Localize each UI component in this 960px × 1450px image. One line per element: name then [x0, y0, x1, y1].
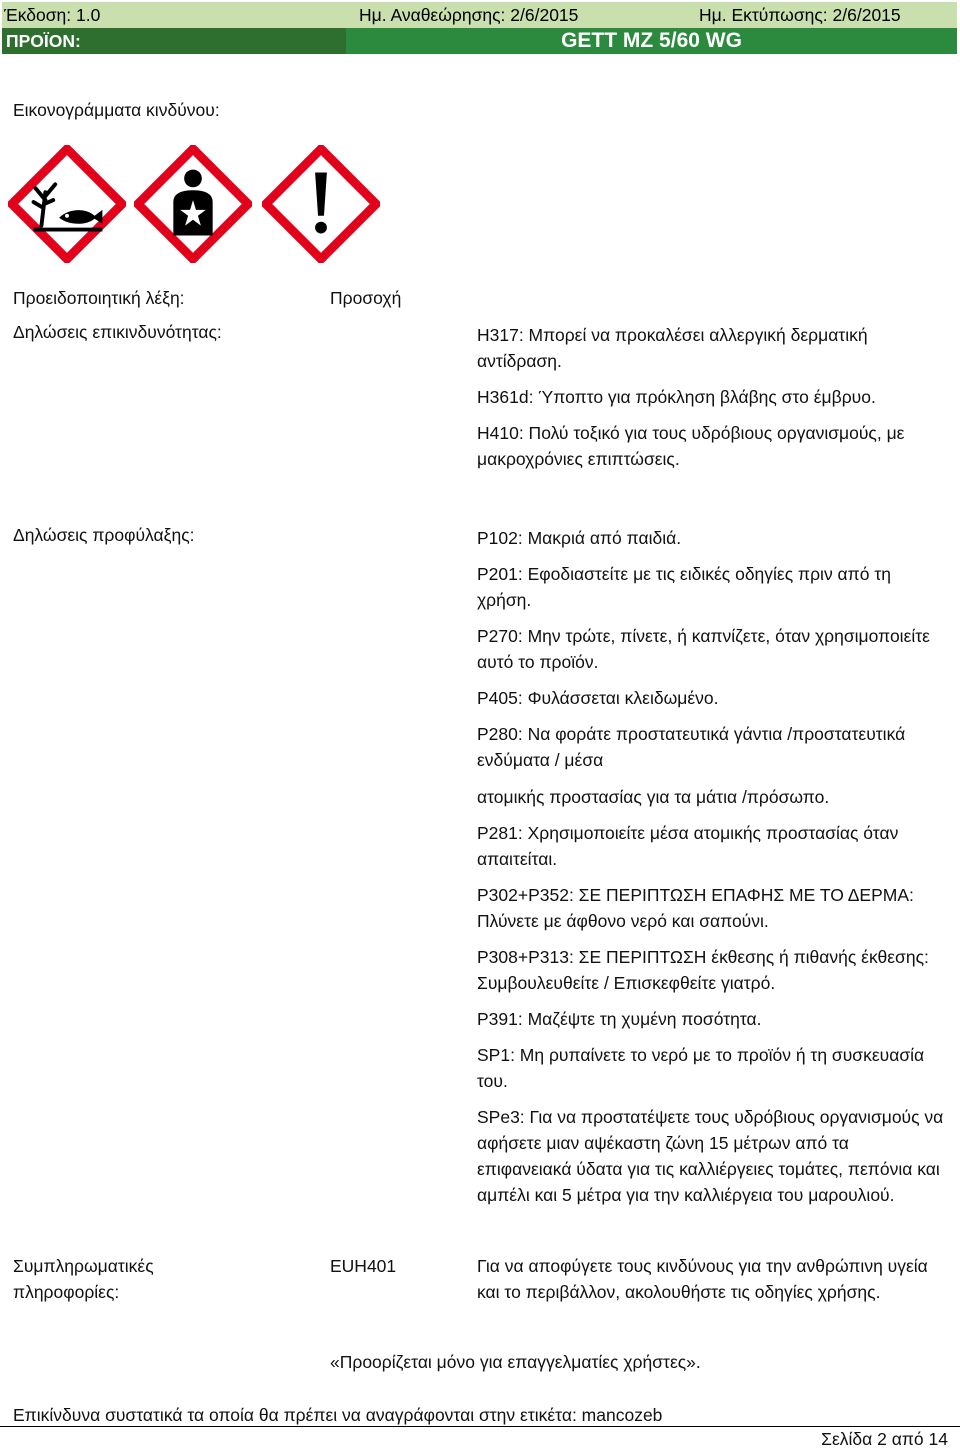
precaution-statement: P405: Φυλάσσεται κλειδωμένο.: [477, 688, 719, 708]
supplementary-label: [13, 1253, 154, 1305]
supplementary-label-line1: Συμπληρωματικές: [13, 1256, 154, 1276]
precaution-statement: P308+P313: ΣΕ ΠΕΡΙΠΤΩΣΗ έκθεσης ή πιθανής έκθεσης: Συμβουλευθείτε / Επισκεφθείτε γιατρό.: [477, 947, 929, 993]
precaution-statement: P201: Εφοδιαστείτε με τις ειδικές οδηγίες πριν από τη χρήση.: [477, 564, 891, 610]
page-number: Σελίδα 2 από 14: [821, 1429, 948, 1449]
dangerous-components: Επικίνδυνα συστατικά τα οποία θα πρέπει να αναγράφονται στην ετικέτα: mancozeb: [13, 1405, 663, 1425]
supplementary-label-line2: πληροφορίες:: [13, 1282, 120, 1302]
edition: Έκδοση: 1.0: [4, 4, 101, 25]
health-hazard-icon: [134, 145, 252, 263]
environment-hazard-icon: [8, 145, 126, 263]
exclamation-mark-icon: [262, 145, 380, 263]
precaution-statement: P280: Να φοράτε προστατευτικά γάντια /προστατευτικά ενδύματα / μέσα: [477, 724, 906, 770]
precaution-statement: P302+P352: ΣΕ ΠΕΡΙΠΤΩΣΗ ΕΠΑΦΗΣ ΜΕ ΤΟ ΔΕΡΜΑ: Πλύνετε με άφθονο νερό και σαπούνι.: [477, 885, 914, 931]
supplementary-code: EUH401: [330, 1256, 397, 1276]
precaution-statements-label: Δηλώσεις προφύλαξης:: [13, 525, 195, 545]
signal-word-label: Προειδοποιητική λέξη:: [13, 288, 185, 308]
hazard-statement: H317: Μπορεί να προκαλέσει αλλεργική δερματική αντίδραση.: [477, 325, 868, 371]
product-label: ΠΡΟΪΟΝ:: [2, 28, 346, 54]
precaution-statement: P391: Μαζέψτε τη χυμένη ποσότητα.: [477, 1009, 762, 1029]
hazard-statements-list: [477, 322, 947, 482]
signal-word-value: Προσοχή: [330, 288, 402, 308]
precaution-statement: P270: Μην τρώτε, πίνετε, ή καπνίζετε, όταν χρησιμοποιείτε αυτό το προϊόν.: [477, 626, 930, 672]
header-meta-row: [2, 2, 957, 28]
supplementary-text: Για να αποφύγετε τους κινδύνους για την ανθρώπινη υγεία και το περιβάλλον, ακολουθήστε τις οδηγίες χρήσης.: [477, 1256, 928, 1302]
header-product-row: [2, 28, 957, 54]
precaution-statement: P281: Χρησιμοποιείτε μέσα ατομικής προστασίας όταν απαιτείται.: [477, 823, 899, 869]
hazard-statement: H410: Πολύ τοξικό για τους υδρόβιους οργανισμούς, με μακροχρόνιες επιπτώσεις.: [477, 423, 905, 469]
hazard-statements-label: Δηλώσεις επικινδυνότητας:: [13, 322, 222, 342]
professional-users-note: «Προορίζεται μόνο για επαγγελματίες χρήστες».: [330, 1352, 701, 1372]
precaution-statement: ατομικής προστασίας για τα μάτια /πρόσωπο.: [477, 787, 830, 807]
print-date: Ημ. Εκτύπωσης: 2/6/2015: [699, 4, 901, 25]
pictograms-title: Εικονογράμματα κινδύνου:: [13, 100, 220, 120]
precaution-statement: P102: Μακριά από παιδιά.: [477, 528, 682, 548]
precaution-statement: SPe3: Για να προστατέψετε τους υδρόβιους οργανισμούς να αφήσετε μιαν αψέκαστη ζώνη 15 μέτρων από τα επιφανειακά ύδατα για τις καλλιέργειες τομάτες, πεπόνια και αμπέλι και 5 μέτρα για την καλλιέργεια του μαρουλιού.: [477, 1107, 944, 1205]
product-name: GETT MZ 5/60 WG: [346, 28, 957, 54]
precaution-statement: SP1: Μη ρυπαίνετε το νερό με το προϊόν ή τη συσκευασία του.: [477, 1045, 925, 1091]
revision-date: Ημ. Αναθεώρησης: 2/6/2015: [359, 4, 579, 25]
hazard-statement: H361d: Ύποπτο για πρόκληση βλάβης στο έμβρυο.: [477, 387, 876, 407]
precaution-statements-list: [477, 525, 947, 1218]
footer-divider: [0, 1426, 960, 1427]
